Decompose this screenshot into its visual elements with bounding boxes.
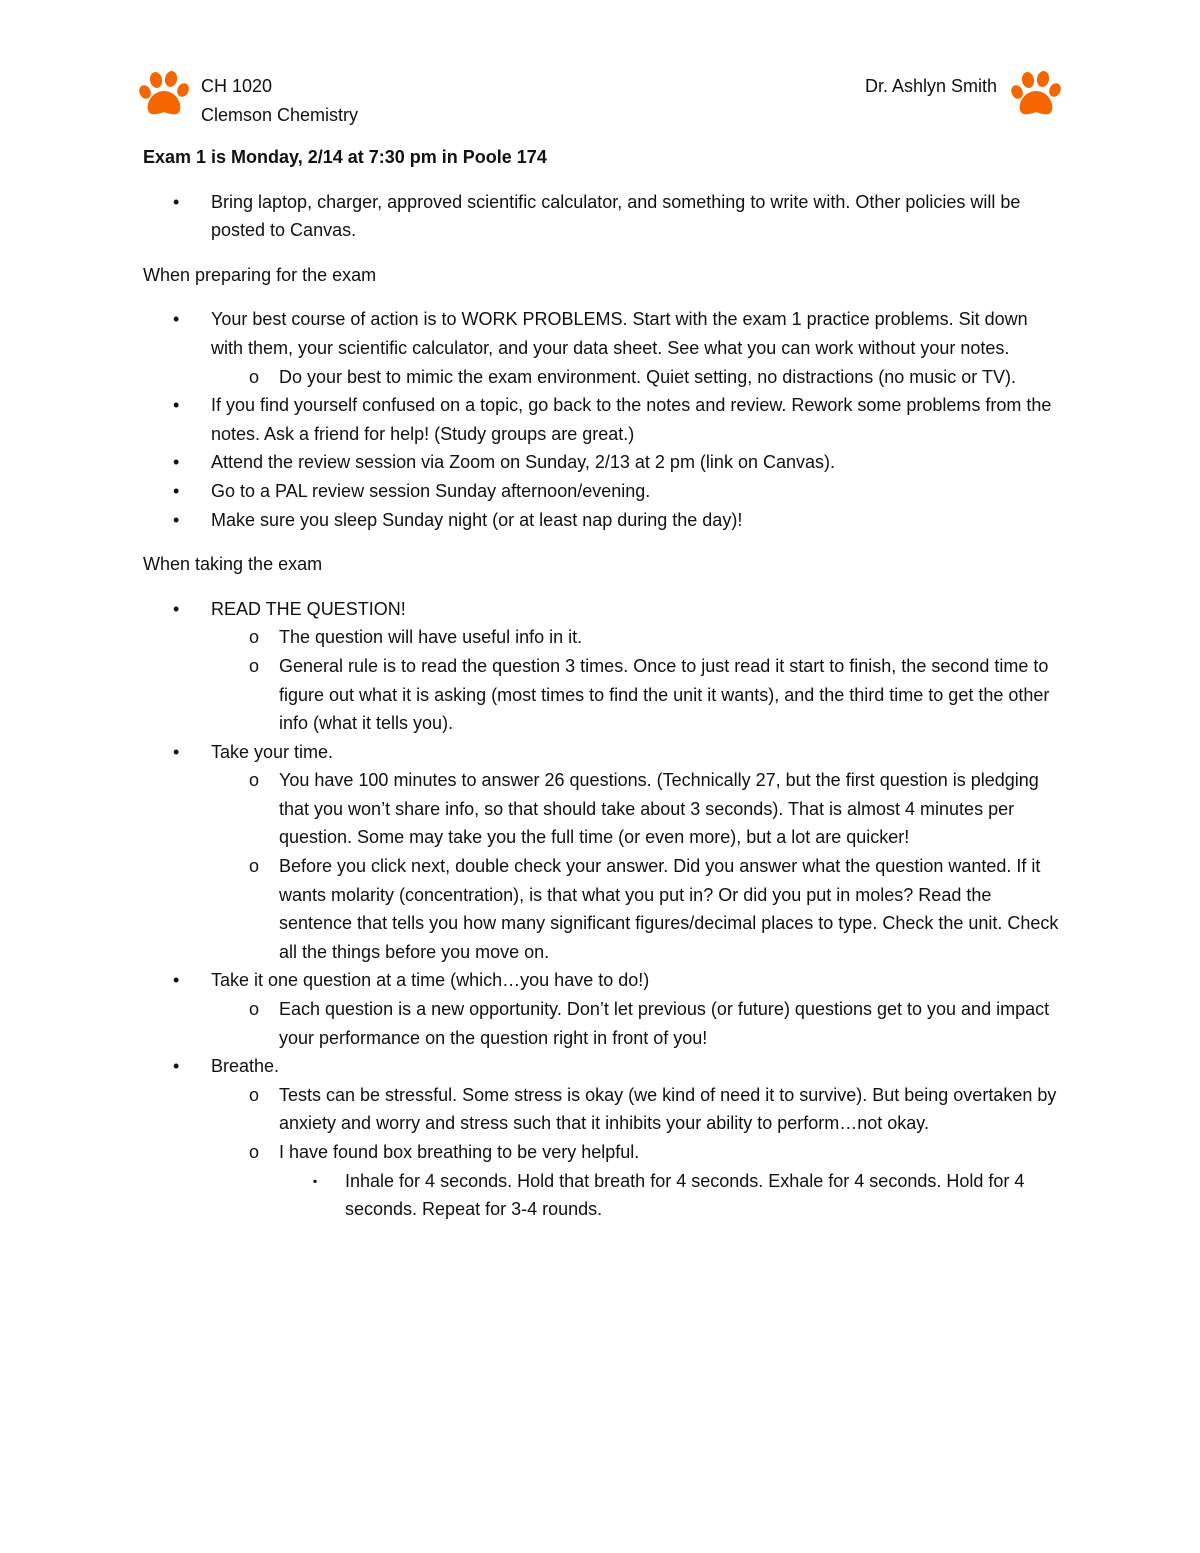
list-item-text: Go to a PAL review session Sunday afternoon/evening. (211, 480, 651, 501)
taking-list (143, 595, 1063, 1224)
bullet-marker: • (173, 309, 180, 330)
sub-list-item-text: I have found box breathing to be very helpful. (279, 1142, 640, 1162)
list-item (143, 595, 1063, 738)
list-item-text: Make sure you sleep Sunday night (or at least nap during the day)! (211, 509, 743, 530)
sub-bullet-marker: o (249, 999, 260, 1020)
sub-list-item (211, 1081, 1063, 1138)
preparing-list (143, 305, 1063, 534)
instructor-header (865, 72, 997, 101)
sub-list (211, 995, 1063, 1052)
list-item (143, 1052, 1063, 1224)
list-item (143, 188, 1063, 245)
intro-list (143, 188, 1063, 245)
sub-bullet-marker: o (249, 1084, 260, 1105)
sub-sub-list-item-text: Inhale for 4 seconds. Hold that breath for 4 seconds. Exhale for 4 seconds. Hold for 4 seconds. Repeat for 3-4 rounds. (345, 1170, 1025, 1220)
sub-list-item (211, 623, 1063, 652)
sub-bullet-marker: o (249, 366, 260, 387)
instructor-name: Dr. Ashlyn Smith (864, 76, 997, 96)
sub-bullet-marker: o (249, 655, 260, 676)
sub-list-item-text: Each question is a new opportunity. Don’t let previous (or future) questions get to you and impact your performance on the question right in front of you! (279, 999, 1050, 1048)
bullet-marker: • (173, 509, 180, 530)
paw-print-icon (1010, 70, 1062, 118)
sub-bullet-marker: o (249, 770, 260, 791)
sub-list (211, 1081, 1063, 1224)
department-name: Clemson Chemistry (201, 104, 359, 125)
sub-list-item (211, 363, 1063, 392)
list-item (143, 738, 1063, 967)
paw-print-icon (138, 70, 190, 118)
list-item-text: If you find yourself confused on a topic, go back to the notes and review. Rework some problems from the notes. Ask a friend for help! (Study groups are great.) (211, 395, 1052, 444)
bullet-marker: • (173, 191, 180, 212)
section-heading-taking: When taking the exam (143, 554, 323, 575)
list-item (143, 305, 1063, 391)
square-bullet-marker: ▪ (313, 1173, 318, 1188)
sub-bullet-marker: o (249, 856, 260, 877)
sub-list-item-text: Do your best to mimic the exam environment. Quiet setting, no distractions (no music or TV). (279, 366, 1016, 387)
sub-list-item-text: General rule is to read the question 3 times. Once to just read it start to finish, the second time to figure out what it is asking (most times to find the unit it wants), and the third time to get the other info (what it tells you). (279, 655, 1050, 734)
bullet-marker: • (173, 1056, 180, 1077)
section-heading-preparing: When preparing for the exam (143, 264, 377, 285)
list-item-text: READ THE QUESTION! (211, 598, 406, 619)
list-item-text: Your best course of action is to WORK PROBLEMS. Start with the exam 1 practice problems. Sit down with them, your scientific calculator, and your data sheet. See what you can work without your notes. (211, 309, 1028, 358)
list-item-text: Bring laptop, charger, approved scientific calculator, and something to write with. Other policies will be posted to Canvas. (211, 191, 1021, 241)
bullet-marker: • (173, 970, 180, 991)
course-code: CH 1020 (201, 76, 273, 96)
sub-sub-list-item (279, 1167, 1063, 1224)
document-body (143, 143, 1063, 1240)
sub-list-item (211, 995, 1063, 1052)
course-header (201, 72, 358, 129)
list-item-text: Breathe. (211, 1056, 280, 1077)
paw-print-graphic (138, 70, 190, 118)
list-item (143, 477, 1063, 506)
bullet-marker: • (173, 480, 180, 501)
sub-list (211, 766, 1063, 966)
list-item-text: Take it one question at a time (which…you have to do!) (211, 970, 650, 991)
list-item-text: Attend the review session via Zoom on Sunday, 2/13 at 2 pm (link on Canvas). (211, 452, 835, 473)
bullet-marker: • (173, 395, 180, 416)
bullet-marker: • (173, 452, 180, 473)
sub-bullet-marker: o (249, 627, 260, 648)
sub-sub-list (279, 1167, 1063, 1224)
sub-list-item (211, 766, 1063, 852)
list-item-text: Take your time. (211, 741, 334, 762)
sub-list (211, 363, 1063, 392)
sub-list-item-text: Before you click next, double check your answer. Did you answer what the question wanted. If it wants molarity (concentration), is that what you put in? Or did you put in moles? Read the sentence that tells you how many significant figures/decimal places to type. Check the unit. Check all the things before you move on. (279, 856, 1059, 962)
sub-list-item (211, 652, 1063, 738)
sub-list-item (211, 852, 1063, 966)
sub-list-item-text: The question will have useful info in it. (279, 627, 583, 648)
list-item (143, 966, 1063, 1052)
sub-list-item-text: Tests can be stressful. Some stress is okay (we kind of need it to survive). But being overtaken by anxiety and worry and stress such that it inhibits your ability to perform…not okay. (279, 1084, 1057, 1134)
sub-bullet-marker: o (249, 1142, 260, 1162)
list-item (143, 448, 1063, 477)
list-item (143, 391, 1063, 448)
sub-list-item (211, 1138, 1063, 1224)
bullet-marker: • (173, 598, 180, 619)
exam-title: Exam 1 is Monday, 2/14 at 7:30 pm in Poole 174 (143, 147, 547, 167)
list-item (143, 506, 1063, 535)
bullet-marker: • (173, 741, 180, 762)
paw-print-graphic (1010, 70, 1062, 118)
sub-list (211, 623, 1063, 737)
sub-list-item-text: You have 100 minutes to answer 26 questions. (Technically 27, but the first question is pledging that you won’t share info, so that should take about 3 seconds). That is almost 4 minutes per question. Some may take you the full time (or even more), but a lot are quicker! (279, 770, 1039, 848)
